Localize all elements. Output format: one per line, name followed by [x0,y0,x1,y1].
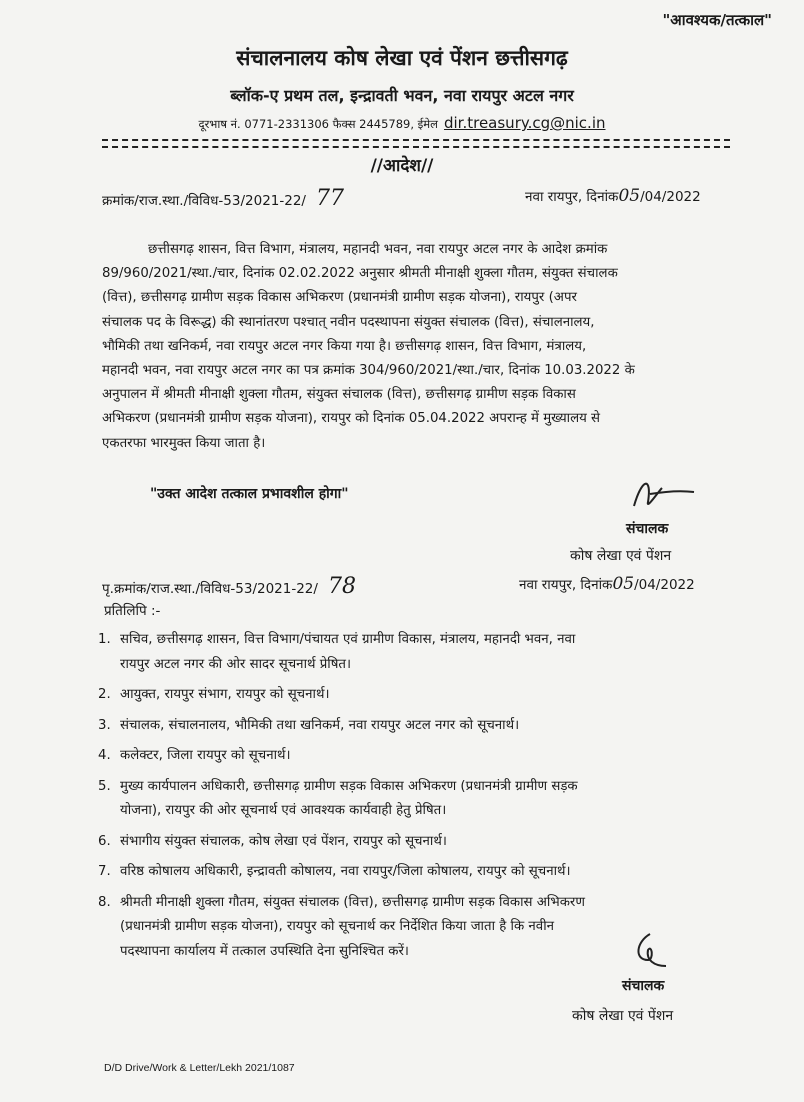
item-line-text: सचिव, छत्तीसगढ़ शासन, वित्त विभाग/पंचायत एवं ग्रामीण विकास, मंत्रालय, महानदी भवन, नवा [120,632,576,647]
body-line [102,311,730,335]
header-divider [102,146,730,148]
body-line [102,359,730,383]
date-prefix: नवा रायपुर, दिनांक [525,189,619,205]
item-line-text: संभागीय संयुक्त संचालक, कोष लेखा एवं पेंशन, रायपुर को सूचनार्थ। [120,833,447,849]
item-line-text: मुख्य कार्यपालन अधिकारी, छत्तीसगढ़ ग्रामीण सड़क विकास अभिकरण (प्रधानमंत्री ग्रामीण सड़क [120,778,578,794]
item-line [120,714,732,739]
endorsement-reference [102,574,356,599]
order-date [525,186,701,206]
item-line [120,628,732,653]
body-line [102,407,730,431]
signature-scribble-icon [628,472,698,512]
list-item [98,860,732,885]
body-line-text: संचालक पद के विरूद्ध) की स्थानांतरण पश्चात् नवीन पदस्थापना संयुक्त संचालक (वित्त), संचालनालय, [102,314,595,330]
signatory-designation: संचालक [622,978,665,994]
body-line-text: छत्तीसगढ़ शासन, वित्त विभाग, मंत्रालय, महानदी भवन, नवा रायपुर अटल नगर के आदेश क्रमांक [148,242,608,257]
item-line-text: श्रीमती मीनाक्षी शुक्ला गौतम, संयुक्त संचालक (वित्त), छत्तीसगढ़ ग्रामीण सड़क विकास अभिकरण [120,894,585,910]
urgent-mark: "आवश्यक/तत्काल" [662,11,772,29]
date-prefix: नवा रायपुर, दिनांक [519,577,613,593]
body-line [102,262,730,286]
item-line-text: वरिष्ठ कोषालय अधिकारी, इन्द्रावती कोषालय, नवा रायपुर/जिला कोषालय, रायपुर को सूचनार्थ। [120,864,571,879]
list-item [98,830,732,855]
order-body [102,238,730,456]
item-line [120,891,732,916]
body-line [102,335,730,359]
list-item [98,628,732,677]
signature-mark [628,472,698,521]
email-link[interactable]: dir.treasury.cg@nic.in [443,114,606,132]
item-text [120,860,732,885]
item-line-text: आयुक्त, रायपुर संभाग, रायपुर को सूचनार्थ। [120,687,330,702]
endorsement-reference-text: पृ.क्रमांक/राज.स्था./विविध-53/2021-22/ [102,581,318,597]
organization-name: संचालनालय कोष लेखा एवं पेंशन छत्तीसगढ़ [236,46,568,70]
list-item [98,744,732,769]
date-suffix: /04/2022 [634,577,695,593]
item-line-text: संचालक, संचालनालय, भौमिकी तथा खनिकर्म, नवा रायपुर अटल नगर को सूचनार्थ। [120,717,520,733]
item-text [120,683,732,708]
signatory-department: कोष लेखा एवं पेंशन [570,548,672,564]
item-line [120,775,732,800]
item-number: 1. [98,632,111,647]
item-line [120,744,732,769]
body-line-text: (वित्त), छत्तीसगढ़ ग्रामीण सड़क विकास अभिकरण (प्रधानमंत्री ग्रामीण सड़क योजना), रायपुर (अपर [102,290,577,306]
item-text [120,744,732,769]
contact-line [0,114,804,132]
signature-mark [630,930,670,980]
body-line-text: अभिकरण (प्रधानमंत्री ग्रामीण सड़क योजना), रायपुर को दिनांक 05.04.2022 अपरान्ह में मुख्यालय से [102,411,601,427]
list-item [98,714,732,739]
order-reference-text: क्रमांक/राज.स्था./विविध-53/2021-22/ [102,193,306,209]
item-line-text: योजना), रायपुर की ओर सूचनार्थ एवं आवश्यक कार्यवाही हेतु प्रेषित। [120,803,447,818]
copy-recipient-list [98,628,732,970]
copy-to-label: प्रतिलिपि :- [104,603,161,619]
item-number: 8. [98,894,111,910]
item-text [120,775,732,824]
handwritten-endorsement-number: 78 [327,574,356,599]
signatory-designation: संचालक [626,521,669,537]
body-line-text: भौमिकी तथा खनिकर्म, नवा रायपुर अटल नगर किया गया है। छत्तीसगढ़ शासन, वित्त विभाग, मंत्रालय, [102,338,587,354]
item-number: 3. [98,717,111,733]
signatory-department: कोष लेखा एवं पेंशन [572,1008,674,1024]
body-line-text: एकतरफा भारमुक्त किया जाता है। [102,435,266,451]
body-line [102,432,730,456]
item-text [120,830,732,855]
item-text [120,628,732,677]
item-line [120,653,732,678]
item-text [120,714,732,739]
order-reference [102,186,344,211]
item-number: 7. [98,864,111,879]
handwritten-day: 05 [618,186,641,206]
item-line-text: रायपुर अटल नगर की ओर सादर सूचनार्थ प्रेषित। [120,656,352,672]
item-line [120,830,732,855]
file-path-footer: D/D Drive/Work & Letter/Lekh 2021/1087 [104,1062,295,1074]
body-line-text: 89/960/2021/स्था./चार, दिनांक 02.02.2022 अनुसार श्रीमती मीनाक्षी शुक्ला गौतम, संयुक्त संचालक [102,266,618,282]
header-divider [102,139,730,141]
item-number: 6. [98,833,111,849]
list-item [98,683,732,708]
date-suffix: /04/2022 [640,189,701,205]
body-line [102,383,730,407]
item-number: 5. [98,778,111,794]
item-line-text: (प्रधानमंत्री ग्रामीण सड़क योजना), रायपुर को सूचनार्थ कर निर्देशित किया जाता है कि नवीन [120,919,555,934]
office-address: ब्लॉक-ए प्रथम तल, इन्द्रावती भवन, नवा रायपुर अटल नगर [230,86,574,105]
body-line [102,238,730,262]
item-line [120,683,732,708]
item-number: 2. [98,687,111,702]
body-line-text: अनुपालन में श्रीमती मीनाक्षी शुक्ला गौतम, संयुक्त संचालक (वित्त), छत्तीसगढ़ ग्रामीण सड़क विकास [102,387,576,403]
item-line [120,860,732,885]
body-line [102,286,730,310]
list-item [98,775,732,824]
endorsement-date [519,574,695,594]
contact-phone-fax: दूरभाष नं. 0771-2331306 फैक्स 2445789, ईमेल [198,117,438,131]
order-title: //आदेश// [370,156,434,176]
item-line-text: पदस्थापना कार्यालय में तत्काल उपस्थिति देना सुनिश्चित करें। [120,943,409,959]
item-line [120,799,732,824]
body-line-text: महानदी भवन, नवा रायपुर अटल नगर का पत्र क्रमांक 304/960/2021/स्था./चार, दिनांक 10.03.2022 के [102,363,635,379]
effect-statement: "उक्त आदेश तत्काल प्रभावशील होगा" [150,486,349,502]
handwritten-day: 05 [612,574,635,594]
signature-scribble-icon [630,930,670,972]
item-number: 4. [98,748,111,763]
handwritten-order-number: 77 [315,186,344,211]
item-line-text: कलेक्टर, जिला रायपुर को सूचनार्थ। [120,748,291,763]
